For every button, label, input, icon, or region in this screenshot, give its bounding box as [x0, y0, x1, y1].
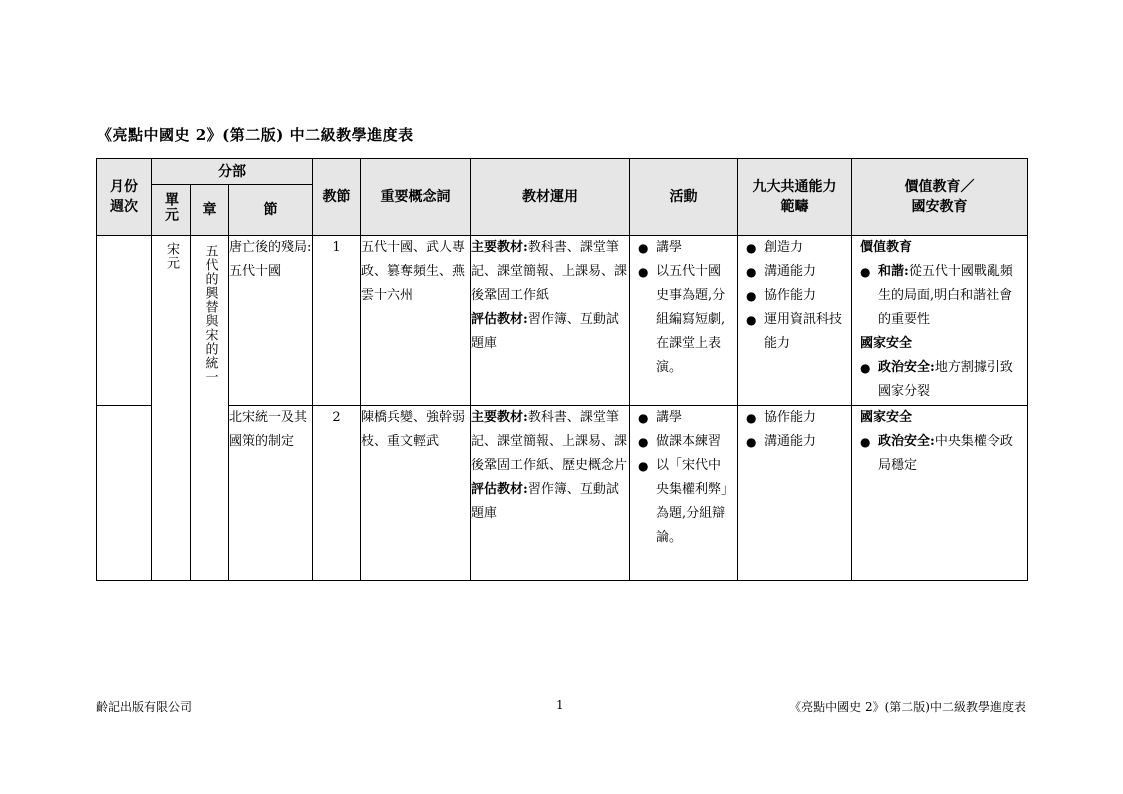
month-week-cell — [97, 236, 152, 406]
values-heading: 國家安全 — [860, 410, 913, 426]
values-item: ● 政治安全:地方割據引致國家分裂 — [860, 356, 1023, 404]
activity-item: ● 講學 — [638, 236, 733, 260]
values-item: ● 政治安全:中央集權令政局穩定 — [860, 430, 1023, 478]
footer-publisher: 齡記出版有限公司 — [96, 700, 193, 714]
month-week-cell — [97, 406, 152, 581]
skills-cell — [738, 406, 852, 581]
materials-main: 主要教材:教科書、課堂筆記、課堂簡報、上課易、課後鞏固工作紙、歷史概念片 — [471, 410, 628, 474]
skill-item: ● 溝通能力 — [746, 430, 847, 454]
header-unit: 單元 — [152, 185, 191, 236]
footer-document-title: 《亮點中國史 2》(第二版)中二級教學進度表 — [789, 700, 1026, 714]
values-cell — [852, 236, 1028, 406]
document-title: 《亮點中國史 2》(第二版) 中二級教學進度表 — [97, 126, 414, 144]
teaching-schedule-table — [96, 158, 1028, 581]
materials-assessment: 評估教材:習作簿、互動試題庫 — [471, 482, 619, 522]
section-cell: 北宋統一及其國策的制定 — [229, 406, 313, 581]
materials-main: 主要教材:教科書、課堂筆記、課堂簡報、上課易、課後鞏固工作紙 — [471, 240, 628, 303]
section-cell: 唐亡後的殘局:五代十國 — [229, 236, 313, 406]
header-division: 分部 — [152, 159, 313, 185]
skill-item: ● 溝通能力 — [746, 260, 847, 284]
periods-cell: 1 — [313, 236, 361, 406]
concepts-cell: 陳橋兵變、強幹弱枝、重文輕武 — [361, 406, 471, 581]
header-materials: 教材運用 — [471, 159, 630, 236]
header-generic-skills: 九大共通能力 範疇 — [738, 159, 852, 236]
skill-item: ● 協作能力 — [746, 406, 847, 430]
activities-cell — [630, 406, 738, 581]
skill-item: ● 協作能力 — [746, 284, 847, 308]
values-heading: 價值教育 — [860, 240, 913, 255]
unit-cell: 宋元 — [152, 236, 191, 581]
skills-cell — [738, 236, 852, 406]
materials-cell — [471, 406, 630, 581]
activity-item: ● 以「宋代中央集權利弊」為題,分組辯論。 — [638, 454, 733, 550]
header-concepts: 重要概念詞 — [361, 159, 471, 236]
header-section: 節 — [229, 185, 313, 236]
materials-cell — [471, 236, 630, 406]
table-row — [97, 236, 1028, 406]
values-heading: 國家安全 — [860, 336, 913, 351]
activity-item: ● 以五代十國史事為題,分組編寫短劇,在課堂上表演。 — [638, 260, 733, 380]
periods-cell: 2 — [313, 406, 361, 581]
header-chapter: 章 — [191, 185, 229, 236]
header-values: 價值教育／ 國安教育 — [852, 159, 1028, 236]
header-month-week: 月份 週次 — [97, 159, 152, 236]
table-row — [97, 406, 1028, 581]
activity-item: ● 做課本練習 — [638, 430, 733, 454]
skill-item: ● 運用資訊科技能力 — [746, 308, 847, 356]
header-periods: 教節 — [313, 159, 361, 236]
concepts-cell: 五代十國、武人專政、篡奪頻生、燕雲十六州 — [361, 236, 471, 406]
activities-cell — [630, 236, 738, 406]
footer-page-number: 1 — [556, 698, 564, 712]
activity-item: ● 講學 — [638, 406, 733, 430]
values-item: ● 和諧:從五代十國戰亂頻生的局面,明白和諧社會的重要性 — [860, 260, 1023, 332]
values-cell — [852, 406, 1028, 581]
chapter-cell: 五代的興替與宋的統一 — [191, 236, 229, 581]
skill-item: ● 創造力 — [746, 236, 847, 260]
header-activities: 活動 — [630, 159, 738, 236]
materials-assessment: 評估教材:習作簿、互動試題庫 — [471, 312, 619, 351]
